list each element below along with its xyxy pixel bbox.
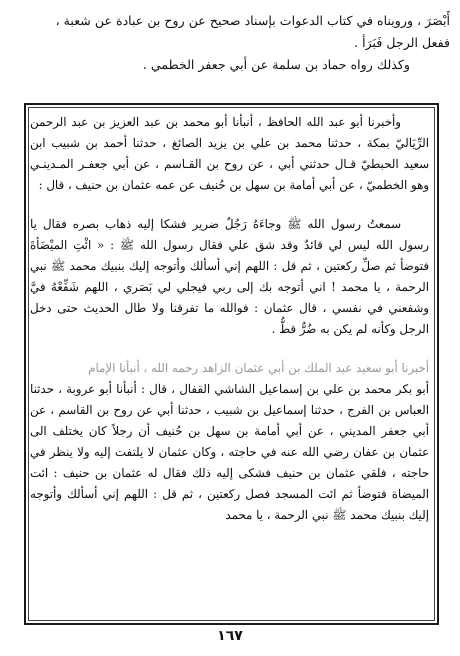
paragraph-gap (30, 340, 429, 358)
paragraph-1: وأخبرنا أبو عبد الله الحافظ ، أنبأنا أبو محمد بن عبد العزيز بن عبد الرحمن الرِّيَاليّ بمكة ، حدثنا محمد بن علي بن يزيد الصائغ ، حدثنا أحمد بن شبيب ابن سعيد الحبطيّ قـال حدثني أبي ، عن روح بن القـاسم ، عن أبي جعفـر المـدينـي وهو الخطميّ ، عن أبي أمامة بن سهل بن حُنيف عن عمه عثمان بن حنيف ، قال : (30, 115, 429, 192)
framed-content (30, 112, 429, 526)
top-text-block (14, 10, 450, 76)
top-line-3: وكذلك رواه حماد بن سلمة عن أبي جعفر الخطمي . (142, 57, 410, 72)
paragraph-2: سمعتُ رسول الله ﷺ وجاءَهُ رَجُلٌ ضرير فشكا إليه ذهاب بصره فقال يا رسول الله ليس لي قائدٌ وقد شق علي فقال رسول الله ﷺ : « ائْتِ الميْضَأةَ فتوضأ ثم صلِّ ركعتين ، ثم قل : اللهم إني أسألك وأتوجه إليك بنبيك محمد ﷺ نبي الرحمة ، يا محمد ! اني أتوجه بك إلى ربي فيجلي لي بَصَري ، اللهم شَفِّعْهُ فيَّ وشفعني في نفسي ، قال عثمان : فوالله ما تفرقنا ولا طال الحديث حتى دخل الرجل وكأنه لم يكن به ضُرٌّ قطُّ . (30, 217, 429, 336)
faded-line: أخبرنا أبو سعيد عبد الملك بن أبي عثمان الزاهد رحمه الله ، أنبأنا الإمام (88, 361, 429, 375)
top-line-2: ففعل الرجل فَبَرَأ . (354, 35, 450, 50)
paragraph-gap (30, 196, 429, 214)
top-line-1: أَبْصَرَ ، ورويناه في كتاب الدعوات بإسناد صحيح عن روح بن عبادة عن شعبة ، (55, 13, 450, 28)
paragraph-3: أبو بكر محمد بن علي بن إسماعيل الشاشي القفال ، قال : أنبأنا أبو عروبة ، حدثنا العباس بن الفرج ، حدثنا إسماعيل بن شبيب ، حدثنا أبي عن روح بن القاسم ، عن أبي جعفر المديني ، عن أبي أمامة بن سهل بن حُنيف أن رجلاً كان يختلف الى عثمان بن عفان رضي الله عنه في حاجته ، وكان عثمان لا يلتفت إليه ولا ينظر في حاجته ، فلقي عثمان بن حنيف فشكى إليه ذلك فقال له عثمان بن حنيف : ائت الميضاة فتوضأ ثم ائت المسجد فصل ركعتين ، ثم قل : اللهم إني أسألك وأتوجه إليك بنبيك محمد ﷺ نبي الرحمة ، يا محمد (30, 382, 429, 522)
page-number: ١٦٧ (217, 628, 243, 644)
